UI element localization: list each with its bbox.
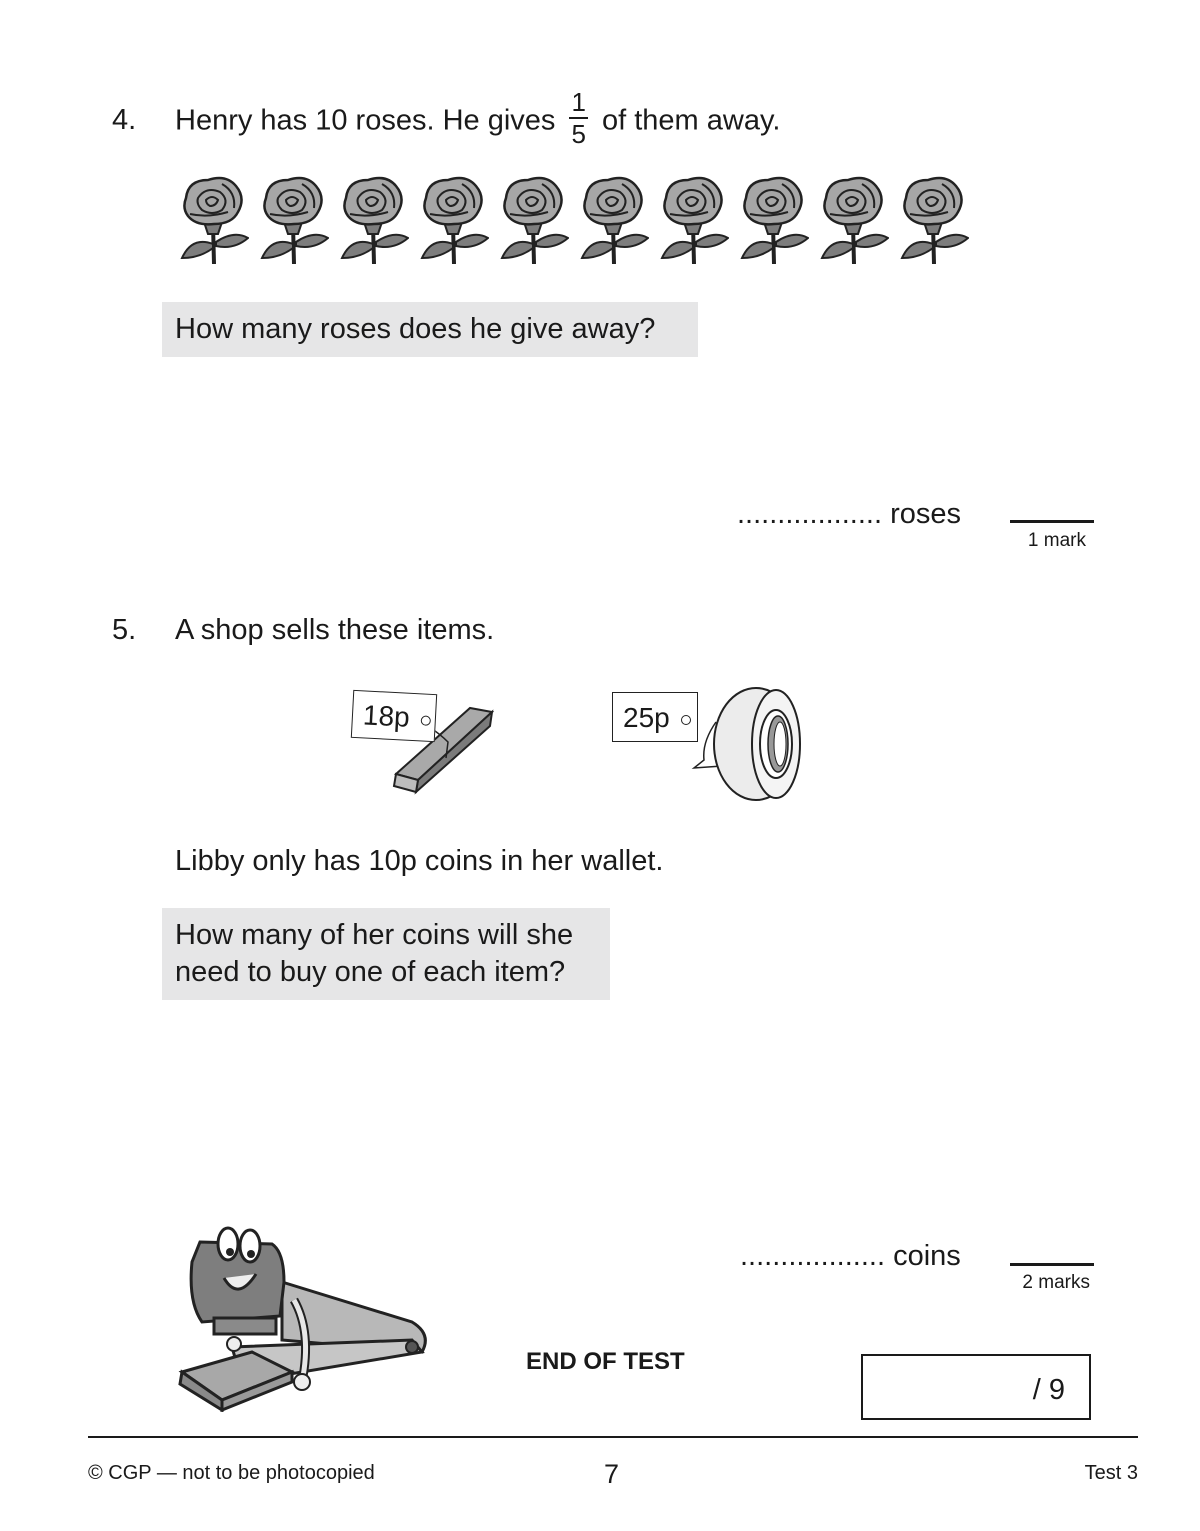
answer-dots: .................. (740, 1240, 886, 1272)
score-total: / 9 (1032, 1374, 1065, 1406)
rose-icon (658, 174, 729, 270)
eraser-item (340, 682, 510, 802)
question-5-statement: Libby only has 10p coins in her wallet. (175, 845, 664, 877)
fraction-denominator: 5 (571, 119, 586, 149)
question-4-number: 4. (112, 104, 137, 136)
score-box (861, 1354, 1091, 1420)
footer-copyright: © CGP — not to be photocopied (88, 1462, 375, 1484)
rose-icon (738, 174, 809, 270)
question-5-text: A shop sells these items. (175, 614, 495, 646)
rose-icon (578, 174, 649, 270)
tag-hole (420, 715, 431, 726)
rose-icon (818, 174, 889, 270)
question-4-marks: 1 mark (1027, 530, 1086, 551)
prompt-line-2: need to buy one of each item? (175, 956, 566, 988)
end-of-test-label: END OF TEST (526, 1348, 685, 1375)
fraction-numerator: 1 (571, 87, 586, 117)
question-5-number: 5. (112, 614, 137, 646)
answer-dots: .................. (737, 498, 883, 530)
question-5-marks: 2 marks (1022, 1272, 1090, 1293)
rose-icon (178, 174, 249, 270)
page-number: 7 (604, 1459, 620, 1489)
question-5-answer-line[interactable] (740, 1240, 961, 1273)
fraction (569, 89, 587, 147)
price-tag (612, 692, 698, 742)
footer-divider (88, 1436, 1138, 1438)
question-4-text (175, 87, 781, 151)
price-label: 18p (362, 699, 411, 733)
mark-line (1010, 1263, 1094, 1266)
prompt-line-1: How many of her coins will she (175, 919, 574, 951)
question-4-text-after: of them away. (602, 104, 781, 137)
answer-unit: roses (890, 498, 962, 530)
rose-icon (418, 174, 489, 270)
answer-unit: coins (893, 1240, 961, 1272)
tag-hole (681, 715, 691, 725)
question-4-prompt: How many roses does he give away? (162, 302, 698, 357)
question-4-text-before: Henry has 10 roses. He gives (175, 104, 556, 137)
question-5-prompt (162, 908, 610, 1000)
tape-item (608, 682, 808, 804)
price-label: 25p (623, 702, 670, 733)
roses-illustration (178, 174, 978, 270)
stapler-icon (172, 1222, 442, 1412)
question-4-answer-line[interactable] (737, 498, 961, 531)
footer-test-label: Test 3 (1084, 1462, 1138, 1484)
price-tag (351, 690, 437, 742)
rose-icon (898, 174, 969, 270)
stapler-mascot-illustration (172, 1222, 442, 1412)
rose-icon (338, 174, 409, 270)
rose-icon (498, 174, 569, 270)
rose-icon (258, 174, 329, 270)
mark-line (1010, 520, 1094, 523)
